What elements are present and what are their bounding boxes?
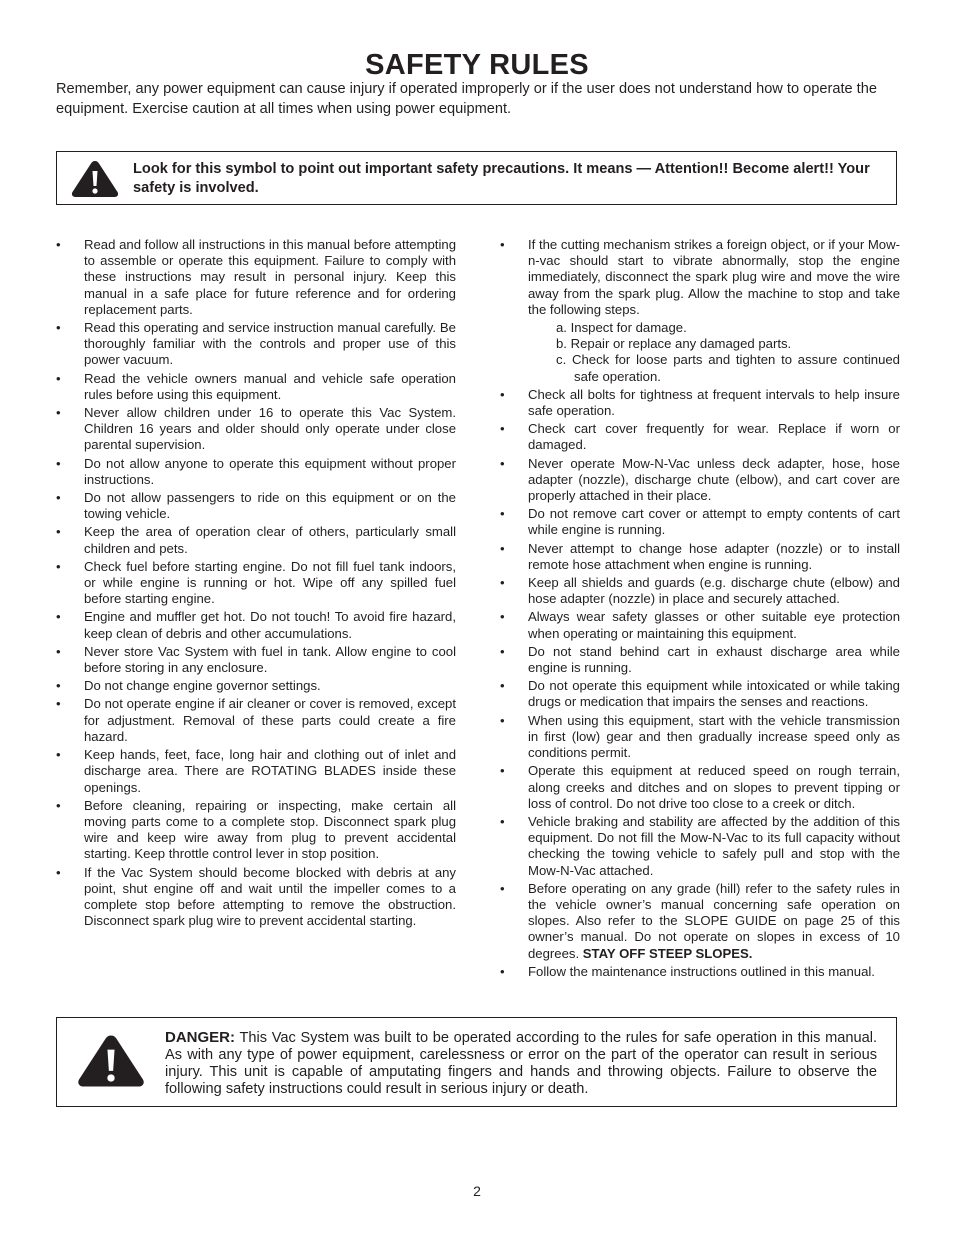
rule-item [500,814,900,879]
right-rules-column [500,237,900,982]
rule-text: Do not operate engine if air cleaner or cover is removed, except for adjustment. Removal of these parts could create a fire hazard. [84,696,456,744]
rule-text: Check cart cover frequently for wear. Replace if worn or damaged. [528,421,900,453]
bullet: • [56,558,61,574]
rule-text: Never store Vac System with fuel in tank. Allow engine to cool before storing in any enclosure. [84,643,456,676]
bullet: • [56,643,61,659]
inspection-steps [528,320,900,385]
rule-text: Check fuel before starting engine. Do not fill fuel tank indoors, or while engine is running or hot. Wipe off any spilled fuel before starting engine. [84,558,456,607]
bullet: • [56,864,61,880]
bullet: • [56,747,61,763]
bullet: • [500,540,505,556]
rule-item [56,524,456,556]
rule-item [500,678,900,710]
left-rules-list [56,237,456,929]
bullet: • [56,237,61,252]
bullet: • [56,524,61,540]
rule-text: Check all bolts for tightness at frequent intervals to help insure safe operation. [528,386,900,419]
bullet: • [500,643,505,659]
bullet: • [56,797,61,813]
rule-text: Before operating on any grade (hill) refer to the safety rules in the vehicle owner’s manual concerning safe operation on slopes. Also refer to the SLOPE GUIDE on page 25 of this owner’s manual. Do not operate on slopes in excess of 10 degrees. [528,880,900,961]
rule-item [500,881,900,962]
rule-text: Never attempt to change hose adapter (nozzle) or to install remote hose attachment when engine is running. [528,540,900,572]
safety-alert-text: Look for this symbol to point out important safety precautions. It means — Attention!! Become alert!! Your safety is involved. [133,161,870,196]
rule-item [56,747,456,796]
bullet: • [56,455,61,471]
danger-label: DANGER: [165,1029,235,1046]
bullet: • [56,678,61,694]
bullet: • [500,386,505,402]
rule-item [500,456,900,505]
rule-item [500,506,900,538]
rule-item [56,609,456,641]
bullet: • [56,490,61,506]
step-item: b. Repair or replace any damaged parts. [556,336,792,352]
step-item: a. Inspect for damage. [556,320,687,336]
bullet: • [500,421,505,437]
rule-item [500,541,900,573]
rule-text: Read this operating and service instruction manual carefully. Be thoroughly familiar with the controls and proper use of this power vacuum. [84,320,456,368]
rule-text: Vehicle braking and stability are affected by the addition of this equipment. Do not fill the Mow-N-Vac to its full capacity without checking the towing vehicle to safely pull and stop with the Mow-N-Vac attached. [528,813,900,878]
bullet: • [500,963,505,979]
rule-item [500,237,900,385]
rule-item [56,865,456,930]
bullet: • [56,609,61,625]
rule-item [500,964,900,980]
rule-item [500,387,900,419]
bullet: • [500,763,505,779]
rule-text: Do not allow passengers to ride on this equipment or on the towing vehicle. [84,490,456,522]
bullet: • [56,370,61,386]
rule-item [500,763,900,812]
rule-item [56,696,456,745]
bullet: • [56,405,61,421]
rule-item [500,575,900,607]
rule-text: Do not remove cart cover or attempt to empty contents of cart while engine is running. [528,506,900,538]
rule-text: Keep hands, feet, face, long hair and clothing out of inlet and discharge area. There are ROTATING BLADES inside these openings. [84,747,456,795]
rule-item [56,798,456,863]
bullet: • [500,880,505,896]
rule-item [56,456,456,488]
bullet: • [500,455,505,471]
rule-text: Do not allow anyone to operate this equipment without proper instructions. [84,455,456,487]
danger-body: This Vac System was built to be operated according to the rules for safe operation in this manual. As with any type of power equipment, carelessness or error on the part of the operator can result in serious injury. This unit is capable of amputating fingers and hands and throwing objects. Failure to observe the following safety instructions could result in serious injury or death. [165,1030,877,1097]
page-title: SAFETY RULES [365,49,589,81]
rule-item [500,421,900,453]
bullet: • [500,609,505,625]
step-item: c. Check for loose parts and tighten to assure continued safe operation. [556,352,900,384]
rule-text: Read the vehicle owners manual and vehicle safe operation rules before using this equipment. [84,370,456,402]
rule-text: Read and follow all instructions in this manual before attempting to assemble or operate this equipment. Failure to comply with these instructions may result in personal injury. Keep this manual in a safe place for future reference and for ordering replacement parts. [84,237,456,317]
right-rules-list [500,237,900,980]
rule-text: Do not operate this equipment while intoxicated or while taking drugs or medication that impairs the senses and reactions. [528,678,900,710]
bullet: • [500,237,505,252]
rule-text: When using this equipment, start with the vehicle transmission in first (low) gear and then gradually increase speed only as conditions permit. [528,712,900,761]
rule-item [56,320,456,369]
rule-item [500,644,900,676]
rule-text: If the cutting mechanism strikes a foreign object, or if your Mow-n-vac should start to vibrate abnormally, stop the engine immediately, disconnect the spark plug wire and move the wire away from the spark plug. Allow the machine to stop and take the following steps. [528,237,900,317]
rule-text: Do not stand behind cart in exhaust discharge area while engine is running. [528,643,900,676]
bullet: • [500,506,505,522]
rule-item [56,490,456,522]
warning-triangle-icon [71,160,119,203]
bullet: • [500,712,505,728]
rule-text: Engine and muffler get hot. Do not touch! To avoid fire hazard, keep clean of debris and other accumulations. [84,609,456,641]
bullet: • [56,320,61,336]
warning-triangle-icon [77,1032,145,1095]
rule-text: Never allow children under 16 to operate this Vac System. Children 16 years and older should only operate under close parental supervision. [84,405,456,453]
rule-item [56,405,456,454]
danger-notice-text [165,1029,877,1098]
danger-notice-box [56,1017,897,1107]
bullet: • [500,678,505,694]
bullet: • [56,696,61,712]
rule-item [500,713,900,762]
rule-text: If the Vac System should become blocked with debris at any point, shut engine off and wait until the impeller comes to a complete stop before attempting to remove the obstruction. Disconnect spark plug wire to prevent accidental starting. [84,864,456,929]
rule-text: Never operate Mow-N-Vac unless deck adapter, hose, hose adapter (nozzle), discharge chute (elbow), and cart cover are properly attached in their place. [528,455,900,504]
rule-text: Always wear safety glasses or other suitable eye protection when operating or maintaining this equipment. [528,609,900,641]
rule-text: Operate this equipment at reduced speed on rough terrain, along creeks and ditches and on slopes to prevent tipping or loss of control. Do not drive too close to a creek or ditch. [528,763,900,811]
rule-text: Before cleaning, repairing or inspecting, make certain all moving parts come to a complete stop. Disconnect spark plug wire and keep wire away from plug to prevent accidental starting. Keep throttle control lever in stop position. [84,797,456,862]
rule-item [56,678,456,694]
rule-item [500,609,900,641]
rule-text: Keep all shields and guards (e.g. discharge chute (elbow) and hose adapter (nozzle) in place and securely attached. [528,575,900,607]
page-number: 2 [473,1183,481,1199]
rule-item [56,371,456,403]
rule-text: Keep the area of operation clear of others, particularly small children and pets. [84,524,456,556]
bullet: • [500,575,505,591]
rule-text: Follow the maintenance instructions outlined in this manual. [528,963,875,979]
intro-paragraph: Remember, any power equipment can cause injury if operated improperly or if the user does not understand how to operate the equipment. Exercise caution at all times when using power equipment. [56,81,877,117]
rule-item [56,237,456,318]
safety-alert-box [56,151,897,205]
left-rules-column [56,237,456,931]
slope-warning-emphasis: STAY OFF STEEP SLOPES. [582,945,753,961]
rule-item [56,644,456,676]
rule-item [56,559,456,608]
bullet: • [500,813,505,829]
rule-text: Do not change engine governor settings. [84,678,321,694]
